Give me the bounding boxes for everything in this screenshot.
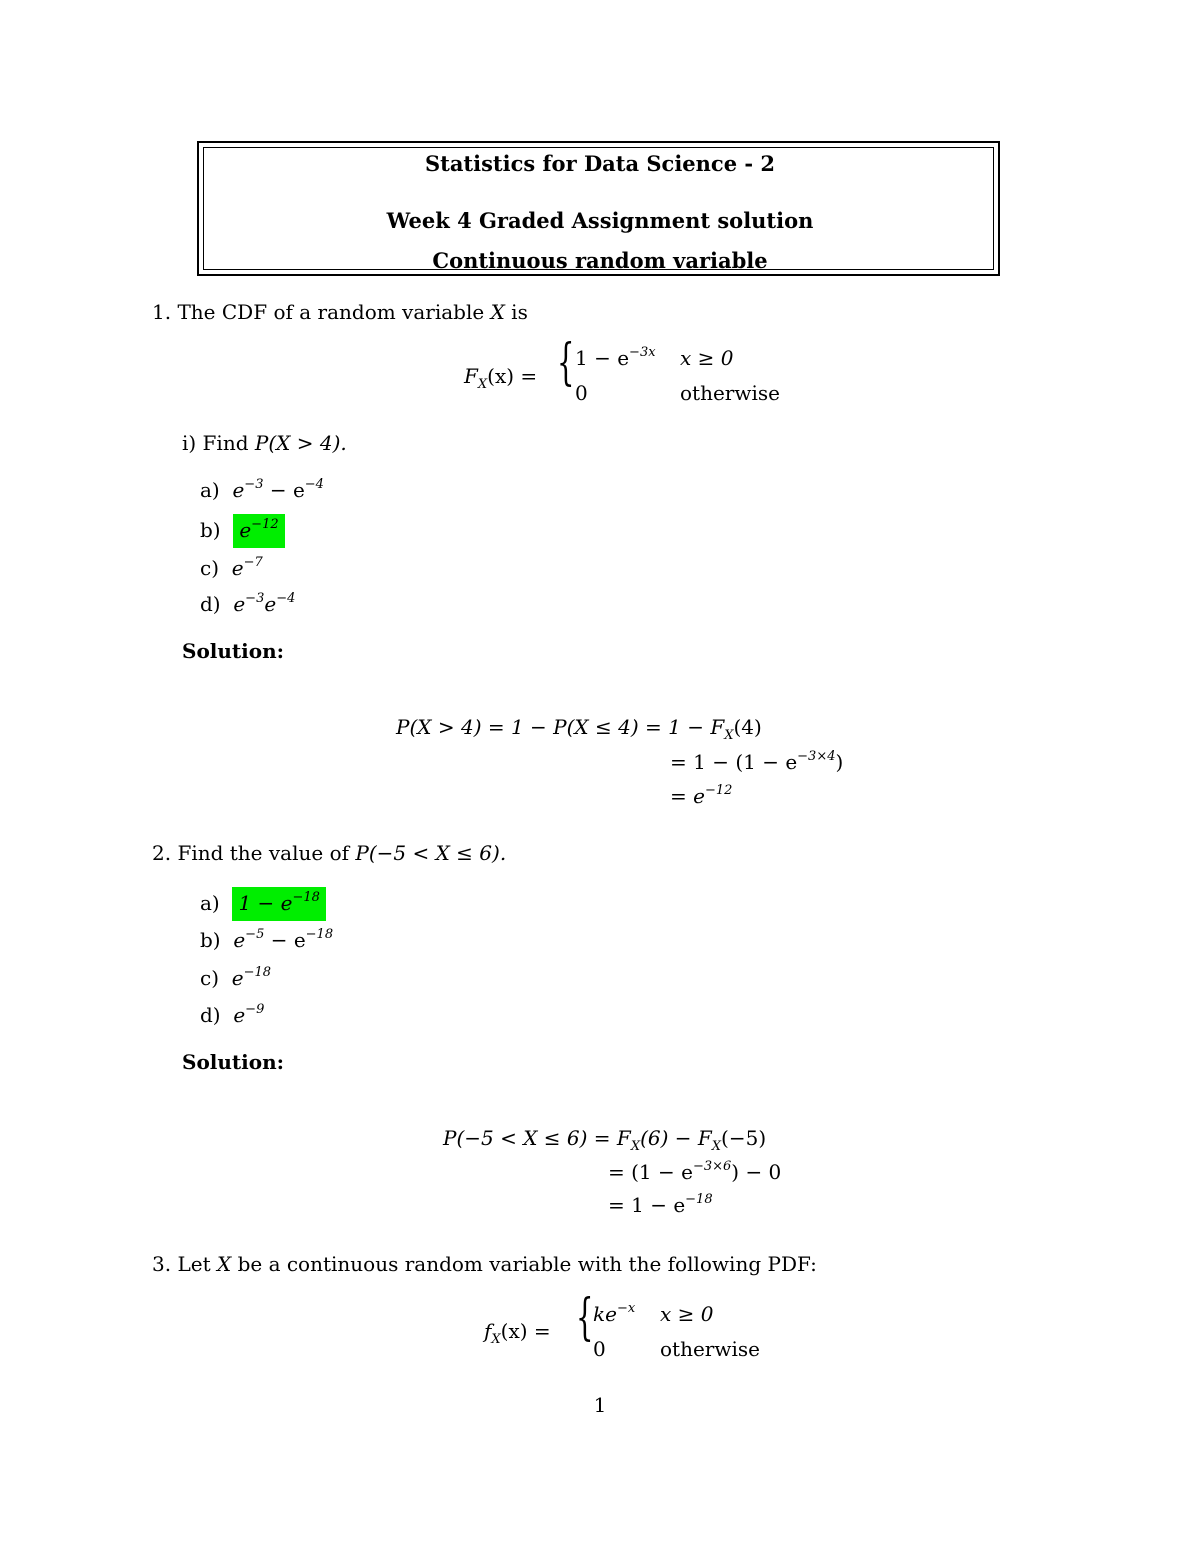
q1-option-b: b) $e^{-12}$	[200, 520, 285, 540]
q2-text-math: P(−5 < X ≤ 6).	[355, 841, 507, 865]
q3-pdf-lhs: $f_X(x)$ =	[484, 1319, 551, 1347]
q2-solution-line-1: $P(-5 < X \le 6) = F_X(6) - F_X(-5)$	[443, 1126, 767, 1154]
q3-case2-cond: otherwise	[660, 1337, 760, 1361]
q2-correct-highlight: $1 - e^{-18}$	[232, 887, 325, 921]
q1-case1-expr: $1 - e^{-3x}$	[575, 345, 656, 370]
q1-text-prefix: The CDF of a random variable	[177, 300, 485, 324]
q3-number: 3.	[152, 1252, 172, 1276]
q2-option-d: d) $e^{-9}$	[200, 1002, 265, 1027]
q1-text-suffix: is	[511, 300, 528, 324]
q2-statement	[152, 843, 506, 863]
assignment-title: Week 4 Graded Assignment solution	[386, 208, 814, 233]
q3-case1-cond: x ≥ 0	[660, 1302, 714, 1326]
q1-option-d: d) $e^{-3}e^{-4}$	[200, 591, 296, 616]
q3-text-suffix: be a continuous random variable with the following PDF:	[237, 1252, 817, 1276]
q1-case2-cond: otherwise	[680, 381, 780, 405]
q1-subquestion: i) Find P(X > 4).	[182, 431, 347, 455]
q1-statement	[152, 302, 528, 322]
q1-correct-highlight: $e^{-12}$	[233, 514, 284, 548]
q2-option-b: b) $e^{-5} - e^{-18}$	[200, 927, 334, 952]
q1-number: 1.	[152, 300, 172, 324]
q1-option-a: a) $e^{-3} - e^{-4}$	[200, 477, 324, 502]
q1-case2-expr: 0	[575, 381, 588, 405]
course-title: Statistics for Data Science - 2	[424, 151, 776, 176]
q3-text-prefix: Let	[177, 1252, 211, 1276]
q1-cdf-lhs: $F_X(x)$ =	[464, 364, 538, 392]
q1-text-var: X	[490, 300, 505, 324]
q1-solution-label: Solution:	[182, 639, 285, 663]
q3-left-brace: {	[576, 1288, 594, 1346]
q2-solution-line-3: = $1 - e^{-18}$	[608, 1192, 713, 1217]
q3-case1-expr: $ke^{-x}$	[593, 1301, 636, 1326]
q3-text-var: X	[216, 1252, 232, 1276]
q2-option-c: c) $e^{-18}$	[200, 965, 272, 990]
q2-number: 2.	[152, 841, 172, 865]
q2-solution-label: Solution:	[182, 1050, 285, 1074]
q2-option-a: a) $1 - e^{-18}$	[200, 893, 326, 913]
q2-solution-line-2: = $(1 - e^{-3\times 6}) - 0$	[608, 1159, 782, 1184]
q1-solution-line-2: = $1 - (1 - e^{-3\times 4})$	[670, 749, 844, 774]
q1-solution-line-3: = $e^{-12}$	[670, 783, 733, 808]
page-number: 1	[593, 1393, 607, 1417]
topic-title: Continuous random variable	[432, 248, 768, 273]
q3-statement	[152, 1254, 817, 1274]
q1-option-c: c) $e^{-7}$	[200, 555, 263, 580]
q2-text-prefix: Find the value of	[177, 841, 350, 865]
q3-case2-expr: 0	[593, 1337, 606, 1361]
q1-case1-cond: x ≥ 0	[680, 346, 734, 370]
q1-left-brace: {	[557, 333, 575, 391]
q1-solution-line-1: $P(X > 4) = 1 - P(X \le 4) = 1 - F_X(4)$	[396, 715, 762, 743]
